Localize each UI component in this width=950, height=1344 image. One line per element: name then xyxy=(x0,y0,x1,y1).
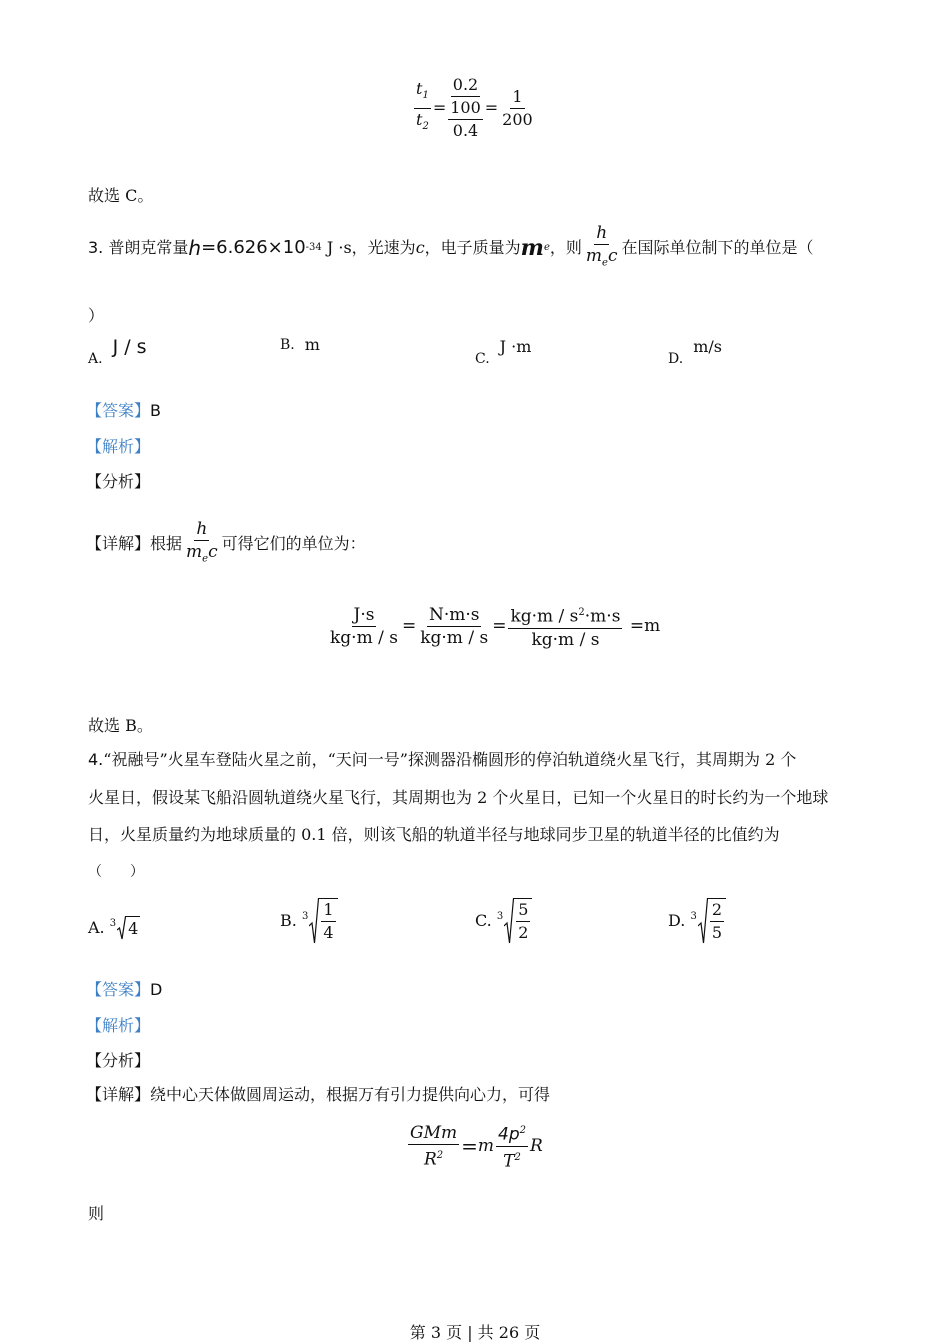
cube-root: 3 4 xyxy=(110,916,141,940)
formula-time-ratio: $\frac{t_1}{t_2}$ = 0.2 100 0.4 = $\frac{1}{200}$ xyxy=(416,75,533,140)
analysis-tag-q3: 【解析】 xyxy=(86,437,151,456)
option-b-label: B. xyxy=(280,337,295,353)
detail-q4: 【详解】绕中心天体做圆周运动，根据万有引力提供向心力，可得 xyxy=(86,1085,551,1104)
radical-sign-icon xyxy=(698,898,708,944)
conclusion-prev: 故选 C。 xyxy=(88,186,154,205)
question-4-line-1: 4.“祝融号”火星车登陆火星之前，“天问一号”探测器沿椭圆形的停泊轨道绕火星飞行，其周期为 2 个 xyxy=(88,750,797,769)
option-c-label: C. xyxy=(475,351,490,367)
radical-sign-icon xyxy=(117,916,126,940)
option-a-q4: A. 3 4 xyxy=(88,916,140,940)
option-b-value: m xyxy=(304,335,320,354)
option-a xyxy=(88,336,147,368)
option-b-q4: B. 3 $\frac{1}{4}$ xyxy=(280,898,338,944)
option-c-q4: C. 3 $\frac{5}{2}$ xyxy=(475,898,532,944)
question-4-paren: （ ） xyxy=(88,864,144,880)
then-text: 则 xyxy=(88,1204,105,1223)
option-d xyxy=(668,336,722,368)
answer-q3: 【答案】B xyxy=(86,401,161,420)
answer-q4: 【答案】D xyxy=(86,980,163,999)
detail-q3: 【详解】 根据 $\frac{h}{m_ec}$ 可得它们的单位为： xyxy=(86,519,366,565)
cube-root: 3 $\frac{2}{5}$ xyxy=(690,898,726,944)
cube-root: 3 $\frac{1}{4}$ xyxy=(302,898,338,944)
formula-gravitation: $\frac{\text{GMm}}{R^2}$ = m $\frac{4p^2}{T^2}$ R xyxy=(406,1120,543,1172)
question-4-line-2: 火星日，假设某飞船沿圆轨道绕火星飞行，其周期也为 2 个火星日，已知一个火星日的时长约为一个地球 xyxy=(88,788,829,807)
option-d-value: m/s xyxy=(693,337,722,356)
option-d-label: D. xyxy=(668,351,684,367)
analysis-tag-q4: 【解析】 xyxy=(86,1016,151,1035)
option-c-value: J ·m xyxy=(499,337,532,356)
option-a-label: A. xyxy=(88,351,103,367)
option-c xyxy=(475,336,531,368)
page-footer: 第 3 页 | 共 26 页 xyxy=(409,1323,541,1342)
question-3-close-paren: ） xyxy=(88,306,105,325)
radical-sign-icon xyxy=(504,898,514,944)
option-b xyxy=(280,336,320,354)
question-3-stem: 3. 普朗克常量 h =6.626×10 -34 J ·s ，光速为 c ，电子质量为 m e ，则 $\frac{h}{m_ec}$ 在国际单位制下的单位是（ xyxy=(88,223,814,269)
cube-root: 3 $\frac{5}{2}$ xyxy=(497,898,533,944)
radical-sign-icon xyxy=(309,898,319,944)
option-a-value: J / s xyxy=(112,336,147,358)
fenxi-tag-q3: 【分析】 xyxy=(86,472,151,491)
conclusion-q3: 故选 B。 xyxy=(88,716,153,735)
fenxi-tag-q4: 【分析】 xyxy=(86,1051,151,1070)
option-d-q4: D. 3 $\frac{2}{5}$ xyxy=(668,898,726,944)
question-4-line-3: 日，火星质量约为地球质量的 0.1 倍，则该飞船的轨道半径与地球同步卫星的轨道半径的比值约为 xyxy=(88,825,780,844)
formula-unit-derivation: $\frac{J\cdot s}{kg\cdot m / s}$ = $\frac{N\cdot m\cdot s}{kg\cdot m / s}$ = $\frac{kg\cdot m / s^2\cdot m\cdot s}{kg\cdot m / s}$ =m xyxy=(326,602,660,651)
